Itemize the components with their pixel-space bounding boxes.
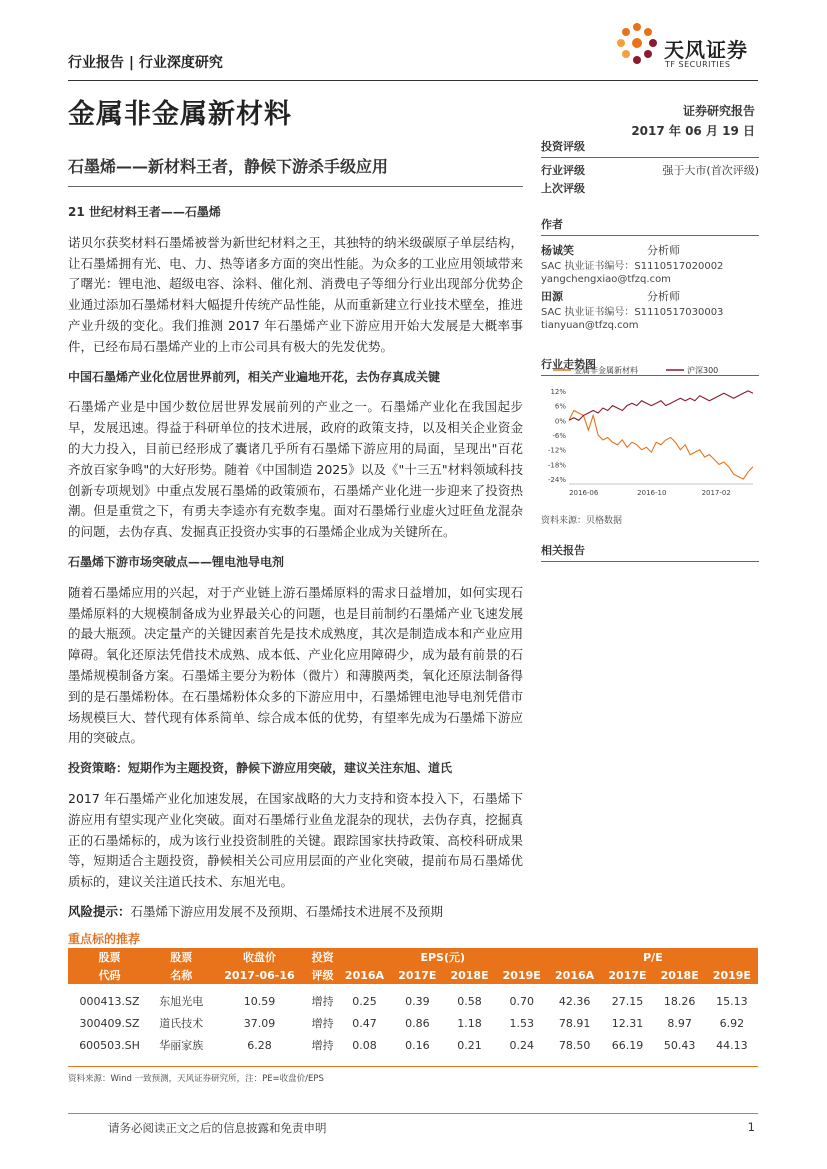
authors-heading: 作者 xyxy=(541,216,759,236)
section-heading-2: 中国石墨烯产业化位居世界前列，相关产业遍地开花，去伪存真成关键 xyxy=(68,369,441,384)
th-code: 股票 xyxy=(68,948,151,966)
legend-label-sector: 金属非金属新材料 xyxy=(574,366,638,375)
page-number: 1 xyxy=(747,1120,755,1134)
table-cell: 0.86 xyxy=(405,1016,430,1030)
chart-source: 资料来源：贝格数据 xyxy=(541,516,623,526)
table-header-row-2 xyxy=(68,966,758,984)
header-divider xyxy=(68,80,758,81)
table-header-row-1 xyxy=(68,948,758,966)
analyst-role: 分析师 xyxy=(647,244,680,257)
table-cell: 东旭光电 xyxy=(159,995,204,1008)
y-tick-label: -6% xyxy=(552,432,566,440)
table-cell: 12.31 xyxy=(611,1016,644,1030)
logo-en: TF SECURITIES xyxy=(665,60,731,69)
th-eps-2017: 2017E xyxy=(391,966,443,984)
table-cell: 0.08 xyxy=(352,1038,377,1052)
paragraph-1: 诺贝尔获奖材料石墨烯被誉为新世纪材料之王，其独特的纳米级碳原子单层结构，让石墨烯拥有光、电、力、热等诸多方面的突出性能。为众多的工业应用领域带来了曙光：锂电池、超级电容、涂料、催化剂、消费电子等细分行业出现部分优势企业通过添加石墨烯材料大幅提升传统产品性能，从而重新建立行业技术壁垒，推进产业升级的变化。我们推测 2017 年石墨烯产业下游应用开始大发展是大概率事件，已经布局石墨烯产业的上市公司具有极大的先发优势。 xyxy=(68,234,523,354)
table-cell: 66.19 xyxy=(611,1038,644,1052)
th-pe-2018: 2018E xyxy=(654,966,706,984)
footer-divider xyxy=(68,1113,758,1114)
table-cell: 1.53 xyxy=(509,1016,534,1030)
section-heading-3: 石墨烯下游市场突破点——锂电池导电剂 xyxy=(68,554,285,569)
table-title: 重点标的推荐 xyxy=(68,932,141,946)
table-cell: 0.70 xyxy=(509,994,534,1008)
table-cell: 15.13 xyxy=(716,994,748,1008)
table-cell: 0.21 xyxy=(457,1038,482,1052)
legend-label-hs300: 沪深300 xyxy=(687,366,719,375)
report-date: 2017 年 06 月 19 日 xyxy=(631,124,755,138)
table-cell: 0.39 xyxy=(405,994,430,1008)
section-heading-1: 21 世纪材料王者——石墨烯 xyxy=(68,205,221,219)
th-pe-2016: 2016A xyxy=(548,966,602,984)
th-name: 股票 xyxy=(151,948,211,966)
th-name-2: 名称 xyxy=(151,966,211,984)
paragraph-2: 石墨烯产业是中国少数位居世界发展前列的产业之一。石墨烯产业化在我国起步早，发展迅速。得益于科研单位的技术进展，政府的政策支持，以及相关企业资金的大力投入，目前已经形成了囊诸几乎所有石墨烯下游应用的局面，呈现出"百花齐放百家争鸣"的大好形势。随着《中国制造 2025》以及《"十三五"材料领域科技创新专项规划》中重点发展石墨烯的政策颁布，石墨烯产业化进一步迎来了投资热潮。但是重赏之下，有勇夫李逵亦有充数李鬼。面对石墨烯行业虚火过旺鱼龙混杂的问题，去伪存真、发掘真正投资办实事的石墨烯企业成为关键所在。 xyxy=(68,399,523,540)
x-tick-label: 2016-06 xyxy=(569,489,599,497)
sidebar xyxy=(541,138,759,376)
y-tick-label: -12% xyxy=(547,446,566,455)
rating-heading: 投资评级 xyxy=(541,138,759,158)
paragraph-4: 2017 年石墨烯产业化加速发展，在国家战略的大力支持和资本投入下，石墨烯下游应用有望实现产业化突破。面对石墨烯行业鱼龙混杂的现状，去伪存真，挖掘真正的石墨烯标的，成为该行业投资制胜的关键。跟踪国家扶持政策、高校科研成果等，短期适合主题投资，静候相关公司应用层面的产业化突破，提前布局石墨烯优质标的，建议关注道氏技术、东旭光电。 xyxy=(68,790,523,890)
th-pe: P/E xyxy=(548,948,758,966)
table-cell: 27.15 xyxy=(611,994,644,1008)
related-reports-heading: 相关报告 xyxy=(541,542,759,562)
risk-label: 风险提示： xyxy=(68,903,131,919)
risk-note xyxy=(68,902,523,923)
th-eps-2018: 2018E xyxy=(443,966,495,984)
sector-title: 金属非金属新材料 xyxy=(68,99,292,130)
th-price: 收盘价 xyxy=(211,948,307,966)
report-category: 行业报告 | 行业深度研究 xyxy=(68,55,223,71)
y-tick-label: 0% xyxy=(554,417,566,426)
table-cell: 0.47 xyxy=(352,1016,377,1030)
analyst-name: 杨诚笑 xyxy=(541,244,574,257)
table-cell: 300409.SZ xyxy=(79,1016,140,1030)
table-cell: 0.58 xyxy=(457,994,482,1008)
th-eps-2019: 2019E xyxy=(496,966,548,984)
risk-text: 石墨烯下游应用发展不及预期、石墨烯技术进展不及预期 xyxy=(130,903,444,919)
table-row xyxy=(68,1034,758,1056)
th-rating-2: 评级 xyxy=(308,966,338,984)
table-cell: 50.43 xyxy=(663,1038,696,1052)
y-tick-label: 12% xyxy=(550,387,566,396)
y-tick-label: 6% xyxy=(554,402,566,411)
table-cell: 6.92 xyxy=(719,1016,745,1030)
table-cell: 18.26 xyxy=(663,994,696,1008)
last-rating-row xyxy=(541,180,759,198)
table-cell: 增持 xyxy=(311,1039,334,1052)
section-heading-4: 投资策略：短期作为主题投资，静候下游应用突破，建议关注东旭、道氏 xyxy=(68,761,453,776)
table-cell: 华丽家族 xyxy=(159,1039,204,1052)
trend-chart-svg xyxy=(541,360,759,500)
x-tick-label: 2017-02 xyxy=(701,489,731,497)
table-cell: 道氏技术 xyxy=(159,1017,204,1030)
industry-rating-value: 强于大市(首次评级) xyxy=(662,164,759,177)
main-content xyxy=(68,200,523,932)
table-cell: 44.13 xyxy=(716,1038,748,1052)
table-cell: 增持 xyxy=(311,995,334,1008)
trend-chart xyxy=(541,360,759,500)
th-pe-2019: 2019E xyxy=(706,966,758,984)
analyst-role: 分析师 xyxy=(647,290,680,303)
table-cell: 0.24 xyxy=(509,1038,534,1052)
industry-rating-row xyxy=(541,162,759,180)
analyst-block-1 xyxy=(541,242,759,286)
table-source: 资料来源：Wind 一致预测，天风证券研究所，注：PE=收盘价/EPS xyxy=(68,1074,324,1084)
table-divider xyxy=(68,1066,758,1067)
industry-rating-label: 行业评级 xyxy=(541,164,585,177)
analyst-row-1 xyxy=(541,242,759,260)
analyst-email[interactable]: yangchengxiao@tfzq.com xyxy=(541,274,671,285)
table-cell: 1.18 xyxy=(457,1016,482,1030)
subtitle-divider xyxy=(68,186,523,187)
analyst-email[interactable]: tianyuan@tfzq.com xyxy=(541,320,639,331)
series-line-hs300 xyxy=(569,391,753,420)
paragraph-3: 随着石墨烯应用的兴起，对于产业链上游石墨烯原料的需求日益增加，如何实现石墨烯原料的大规模制备成为业界最关心的问题，也是目前制约石墨烯产业飞速发展的最大瓶颈。决定量产的关键因素首先是技术成熟度，其次是制造成本和产业应用障碍。氧化还原法凭借技术成熟、成本低、产业化应用障碍少，成为最有前景的石墨烯规模制备方案。石墨烯主要分为粉体（微片）和薄膜两类，氧化还原法制备得到的是石墨烯粉体。在石墨烯粉体众多的下游应用中，石墨烯锂电池导电剂凭借市场规模巨大、替代现有体系简单、综合成本低的优势，有望率先成为石墨烯下游应用的突破点。 xyxy=(68,584,523,746)
table-cell: 000413.SZ xyxy=(79,994,140,1008)
analyst-cert: SAC 执业证书编号：S1110517030003 xyxy=(541,307,724,318)
table-cell: 0.16 xyxy=(405,1038,430,1052)
table-cell: 6.28 xyxy=(247,1038,272,1052)
x-tick-label: 2016-10 xyxy=(637,489,667,497)
recommendation-table xyxy=(68,948,758,1056)
report-type: 证券研究报告 xyxy=(682,104,755,118)
last-rating-label: 上次评级 xyxy=(541,182,585,195)
tf-securities-logo xyxy=(612,20,762,70)
analyst-row-2 xyxy=(541,288,759,306)
th-eps: EPS(元) xyxy=(338,948,548,966)
table-cell: 42.36 xyxy=(558,994,591,1008)
table-cell: 增持 xyxy=(311,1017,334,1030)
table-cell: 10.59 xyxy=(243,994,276,1008)
y-tick-label: -24% xyxy=(547,476,566,485)
th-rating: 投资 xyxy=(308,948,338,966)
logo-mark-icon xyxy=(612,20,662,70)
table-cell: 37.09 xyxy=(243,1016,276,1030)
analyst-name: 田源 xyxy=(541,290,563,303)
th-code-2: 代码 xyxy=(68,966,151,984)
logo-cn: 天风证券 xyxy=(664,38,748,62)
report-subtitle: 石墨烯——新材料王者，静候下游杀手级应用 xyxy=(68,157,389,176)
table-cell: 0.25 xyxy=(352,994,377,1008)
table-cell: 8.97 xyxy=(667,1016,692,1030)
series-line-sector xyxy=(569,411,753,480)
trend-heading: 行业走势图 xyxy=(541,356,759,376)
analyst-cert: SAC 执业证书编号：S1110517020002 xyxy=(541,261,724,272)
table-cell: 600503.SH xyxy=(79,1038,140,1052)
th-pe-2017: 2017E xyxy=(601,966,653,984)
table-cell: 78.50 xyxy=(558,1038,591,1052)
table-cell: 78.91 xyxy=(558,1016,591,1030)
y-tick-label: -18% xyxy=(547,461,566,470)
footer-disclaimer[interactable]: 请务必阅读正文之后的信息披露和免责申明 xyxy=(108,1121,327,1135)
analyst-block-2 xyxy=(541,288,759,332)
table-row xyxy=(68,1012,758,1034)
table-row xyxy=(68,984,758,1012)
th-price-date: 2017-06-16 xyxy=(211,966,307,984)
th-eps-2016: 2016A xyxy=(338,966,392,984)
